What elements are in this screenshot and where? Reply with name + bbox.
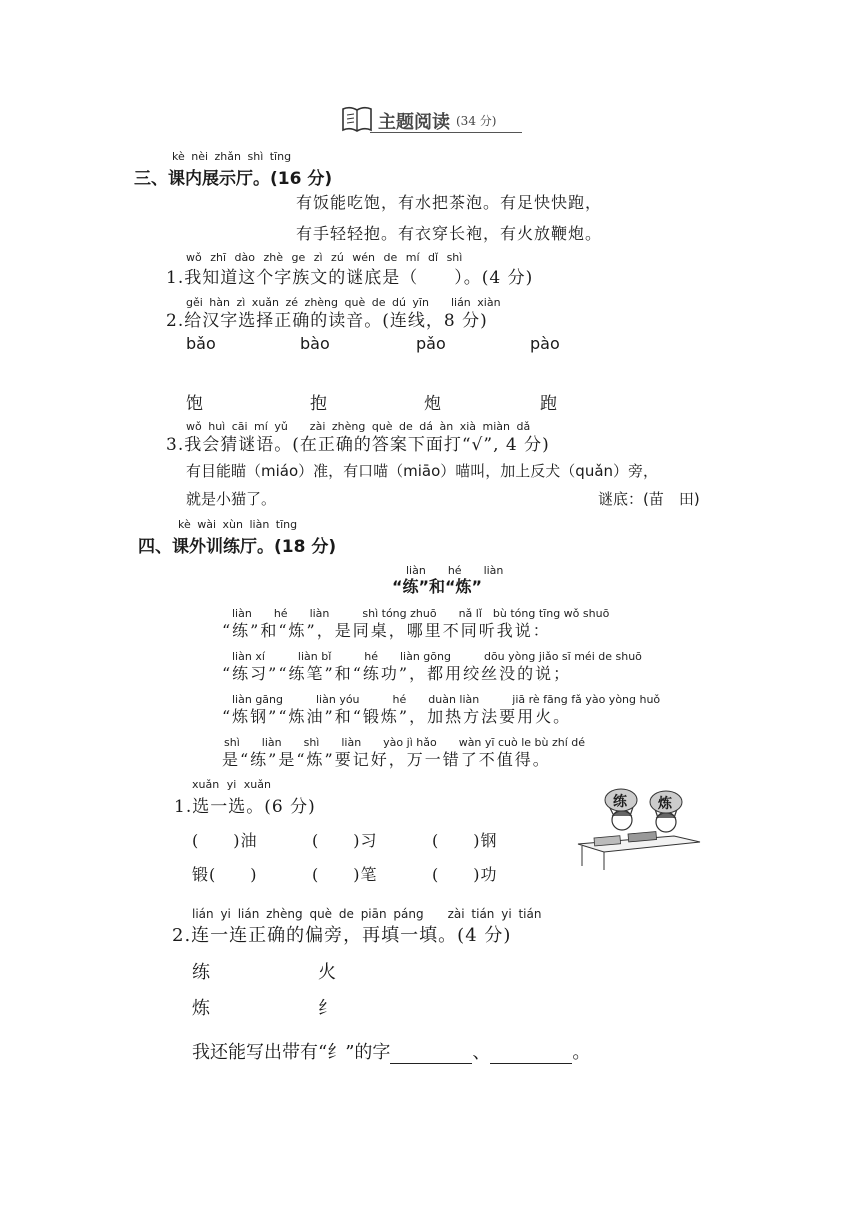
poem-title-pinyin: liàn hé liàn: [406, 564, 504, 577]
char-option-pao-cannon[interactable]: 炮: [424, 394, 442, 414]
poem-line-2: “练习”“练笔”和“练功”，都用绞丝没的说；: [222, 664, 572, 683]
match-right-fire-radical[interactable]: 火: [318, 962, 337, 983]
blank-you[interactable]: ( )油: [192, 831, 258, 850]
poem-line-1: “练”和“炼”，是同桌，哪里不同听我说：: [222, 621, 551, 640]
sec3-poem-line-1: 有饭能吃饱，有水把茶泡。有足快快跑，: [296, 193, 603, 212]
book-icon: [340, 104, 374, 134]
riddle-line-1: 有目能瞄（miáo）准，有口喵（miāo）喵叫，加上反犬（quǎn）旁，: [186, 462, 659, 480]
kids-drawing: [574, 786, 704, 870]
poem-line-4-pinyin: shì liàn shì liàn yào jì hǎo wàn yī cuò le bù zhí dé: [224, 736, 586, 749]
q3-3-text: 3.我会猜谜语。(在正确的答案下面打“√”, 4 分): [166, 435, 550, 455]
riddle-answer[interactable]: 谜底：(苗 田): [598, 490, 700, 508]
poem-line-3-pinyin: liàn gāng liàn yóu hé duàn liàn jiā rè fāng fǎ yào yòng huǒ: [232, 693, 661, 706]
header-score: (34 分): [456, 114, 497, 128]
q4-2-pinyin: lián yi lián zhèng què de piān páng zài tián yi tián: [192, 907, 542, 921]
sec4-pinyin: kè wài xùn liàn tīng: [178, 518, 298, 531]
blank-xi[interactable]: ( )习: [312, 831, 378, 850]
poem-line-1-pinyin: liàn hé liàn shì tóng zhuō nǎ lǐ bù tóng tīng wǒ shuō: [232, 607, 610, 620]
kids-illustration: [574, 786, 704, 870]
char-option-pao-run[interactable]: 跑: [540, 394, 558, 414]
poem-line-3: “炼钢”“炼油”和“锻炼”，加热方法要用火。: [222, 707, 572, 726]
pinyin-option-bao3[interactable]: bǎo: [186, 334, 216, 353]
poem-line-2-pinyin: liàn xí liàn bǐ hé liàn gōng dōu yòng jiǎo sī méi de shuō: [232, 650, 642, 663]
pinyin-option-bao4[interactable]: bào: [300, 334, 330, 353]
fill-prompt: 我还能写出带有“纟”的字: [192, 1042, 391, 1063]
char-option-bao-hug[interactable]: 抱: [310, 394, 328, 414]
sign-lian-silk: 练: [613, 794, 627, 810]
fill-blank-1[interactable]: [390, 1045, 472, 1064]
sec3-pinyin: kè nèi zhǎn shì tīng: [172, 150, 292, 163]
q3-3-pinyin: wǒ huì cāi mí yǔ zài zhèng què de dá àn xià miàn dǎ: [186, 420, 531, 433]
q3-1-pinyin: wǒ zhī dào zhè ge zì zú wén de mí dǐ shì: [186, 251, 463, 264]
q3-1-text: 1.我知道这个字族文的谜底是（ ）。(4 分): [166, 268, 534, 288]
pinyin-option-pao4[interactable]: pào: [530, 334, 560, 353]
section-header: [340, 102, 520, 138]
header-title: 主题阅读: [378, 112, 450, 133]
match-left-lian-fire[interactable]: 炼: [192, 998, 211, 1019]
fill-row: [192, 1038, 590, 1064]
blank-gong[interactable]: ( )功: [432, 865, 498, 884]
fill-end: 。: [572, 1042, 591, 1063]
sec4-label: 四、课外训练厅。(18 分): [138, 537, 337, 557]
q3-2-pinyin: gěi hàn zì xuǎn zé zhèng què de dú yīn lián xiàn: [186, 296, 501, 309]
sec3-label: 三、课内展示厅。(16 分): [134, 169, 333, 189]
match-right-silk-radical[interactable]: 纟: [318, 998, 337, 1019]
char-option-bao-full[interactable]: 饱: [186, 394, 204, 414]
sec3-poem-line-2: 有手轻轻抱。有衣穿长袍，有火放鞭炮。: [296, 224, 603, 243]
blank-bi[interactable]: ( )笔: [312, 865, 378, 884]
fill-sep: 、: [472, 1042, 491, 1063]
header-underline: [370, 132, 522, 133]
blank-duan[interactable]: 锻( ): [192, 865, 258, 884]
match-left-lian-silk[interactable]: 练: [192, 962, 211, 983]
q4-1-text: 1.选一选。(6 分): [174, 797, 316, 817]
q4-1-pinyin: xuǎn yi xuǎn: [192, 778, 271, 791]
pinyin-option-pao3[interactable]: pǎo: [416, 334, 446, 353]
fill-blank-2[interactable]: [490, 1045, 572, 1064]
riddle-line-2: 就是小猫了。: [186, 490, 277, 508]
q3-2-text: 2.给汉字选择正确的读音。(连线，8 分): [166, 311, 488, 331]
q4-2-text: 2.连一连正确的偏旁，再填一填。(4 分): [172, 925, 512, 946]
poem-line-4: 是“练”是“炼”要记好，万一错了不值得。: [222, 750, 551, 769]
blank-gang[interactable]: ( )钢: [432, 831, 498, 850]
sign-lian-fire: 炼: [658, 796, 672, 812]
poem-title: “练”和“炼”: [392, 577, 483, 596]
